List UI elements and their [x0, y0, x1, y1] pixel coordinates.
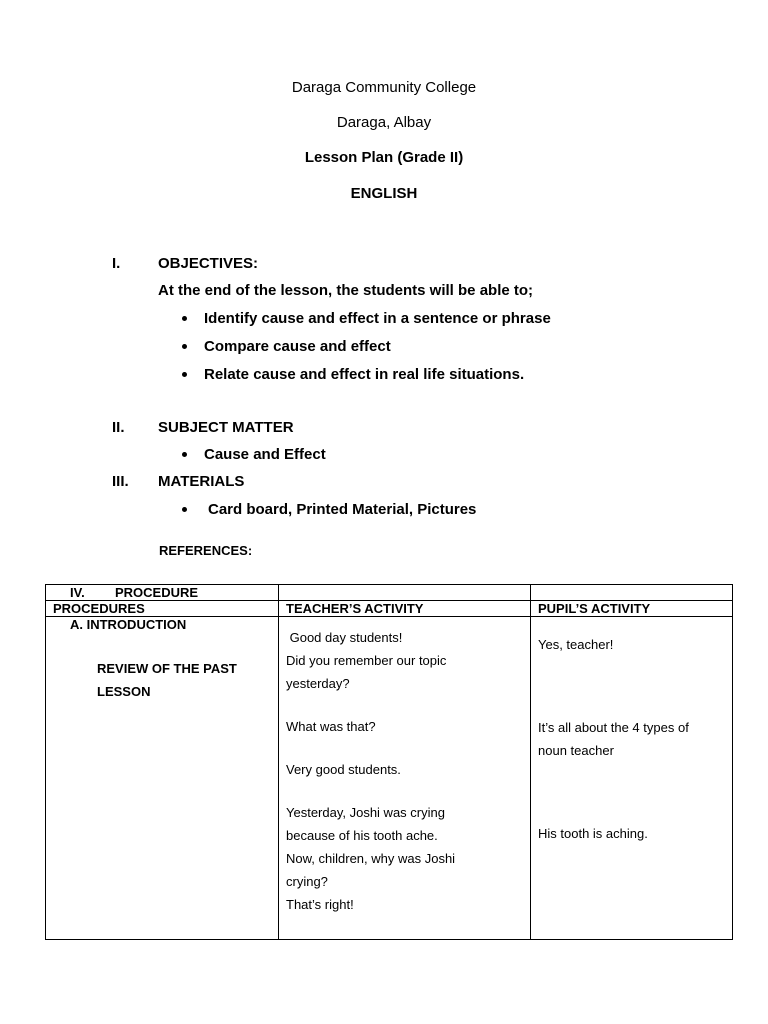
bullet-icon — [182, 507, 187, 512]
bullet-icon — [182, 452, 187, 457]
objective-item: Identify cause and effect in a sentence or phrase — [204, 310, 551, 327]
subject-title: ENGLISH — [350, 185, 418, 202]
pupil-line — [538, 782, 732, 802]
pupil-line — [538, 802, 732, 822]
school-name: Daraga Community College — [291, 79, 477, 96]
procedures-cell — [46, 617, 279, 940]
objectives-heading: OBJECTIVES: — [158, 255, 259, 272]
objective-item: Compare cause and effect — [204, 338, 391, 355]
teacher-line: crying? — [286, 874, 328, 889]
column-header-row — [46, 601, 733, 617]
teacher-line: That’s right! — [286, 897, 354, 912]
teacher-line — [286, 695, 530, 715]
teacher-line: Did you remember our topic — [286, 653, 447, 668]
teacher-line: because of his tooth ache. — [286, 828, 438, 843]
materials-numeral: III. — [112, 473, 129, 490]
section-a-label: A. INTRODUCTION — [70, 617, 187, 632]
teacher-line: Very good students. — [286, 762, 401, 777]
bullet-icon — [182, 316, 187, 321]
pupil-line: His tooth is aching. — [538, 826, 648, 841]
teacher-activity-cell — [279, 617, 531, 940]
teacher-line — [286, 781, 530, 801]
teacher-line — [286, 738, 530, 758]
bullet-icon — [182, 344, 187, 349]
review-label-line: LESSON — [97, 684, 151, 699]
procedure-title-cell — [46, 585, 279, 601]
bullet-icon — [182, 372, 187, 377]
subject-matter-heading: SUBJECT MATTER — [158, 419, 294, 436]
objectives-numeral: I. — [112, 255, 121, 272]
review-label — [97, 657, 278, 703]
pupil-activity-cell — [531, 617, 733, 940]
teacher-line: Good day students! — [286, 630, 403, 645]
subject-matter-item: Cause and Effect — [204, 446, 326, 463]
pupil-line — [538, 762, 732, 782]
table-row — [46, 617, 733, 940]
pupil-line — [538, 656, 732, 676]
materials-item: Card board, Printed Material, Pictures — [208, 501, 477, 518]
procedure-title-row — [46, 585, 733, 601]
objective-item: Relate cause and effect in real life situations. — [204, 366, 525, 383]
procedure-numeral: IV. — [70, 585, 85, 600]
teacher-line: yesterday? — [286, 676, 350, 691]
references-heading: REFERENCES: — [159, 543, 253, 558]
empty-cell — [531, 585, 733, 601]
pupil-line — [538, 676, 732, 696]
materials-heading: MATERIALS — [158, 473, 245, 490]
objectives-intro: At the end of the lesson, the students will be able to; — [158, 282, 534, 299]
empty-cell — [279, 585, 531, 601]
column-header-procedures: PROCEDURES — [46, 601, 279, 617]
teacher-line: What was that? — [286, 719, 376, 734]
subject-matter-numeral: II. — [112, 419, 125, 436]
pupil-line: It’s all about the 4 types of — [538, 720, 689, 735]
teacher-line: Now, children, why was Joshi — [286, 851, 456, 866]
review-label-line: REVIEW OF THE PAST — [97, 661, 237, 676]
pupil-line: noun teacher — [538, 743, 614, 758]
pupil-line — [538, 696, 732, 716]
school-location: Daraga, Albay — [336, 114, 432, 131]
procedure-heading: PROCEDURE — [115, 585, 199, 600]
procedure-table — [45, 584, 733, 940]
column-header-pupil-activity: PUPIL’S ACTIVITY — [531, 601, 733, 617]
lesson-title: Lesson Plan (Grade II) — [304, 149, 464, 166]
teacher-line: Yesterday, Joshi was crying — [286, 805, 445, 820]
pupil-line: Yes, teacher! — [538, 637, 614, 652]
column-header-teacher-activity: TEACHER’S ACTIVITY — [279, 601, 531, 617]
